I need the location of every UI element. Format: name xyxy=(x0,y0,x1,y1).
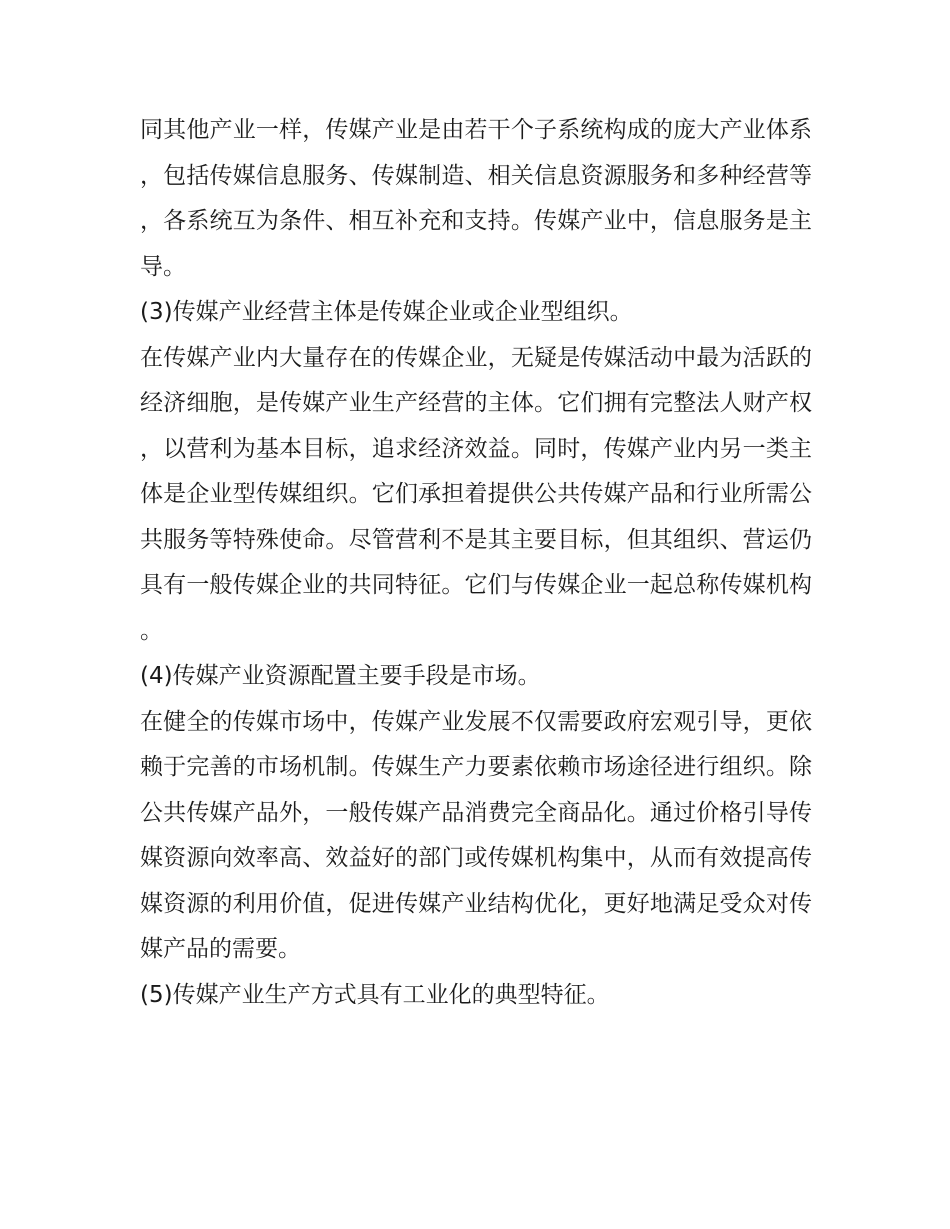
section-heading-3: (3)传媒产业经营主体是传媒企业或企业型组织。 xyxy=(140,299,633,325)
document-body xyxy=(140,108,812,1018)
paragraph-market-allocation: 在健全的传媒市场中，传媒产业发展不仅需要政府宏观引导，更依赖于完善的市场机制。传媒生产力要素依赖市场途径进行组织。除公共传媒产品外，一般传媒产品消费完全商品化。通过价格引导传媒资源向效率高、效益好的部门或传媒机构集中，从而有效提高传媒资源的利用价值，促进传媒产业结构优化，更好地满足受众对传媒产品的需要。 xyxy=(140,708,812,962)
paragraph-business-entities: 在传媒产业内大量存在的传媒企业，无疑是传媒活动中最为活跃的经济细胞，是传媒产业生产经营的主体。它们拥有完整法人财产权，以营利为基本目标，追求经济效益。同时，传媒产业内另一类主体是企业型传媒组织。它们承担着提供公共传媒产品和行业所需公共服务等特殊使命。尽管营利不是其主要目标，但其组织、营运仍具有一般传媒企业的共同特征。它们与传媒企业一起总称传媒机构。 xyxy=(140,344,812,644)
section-heading-5: (5)传媒产业生产方式具有工业化的典型特征。 xyxy=(140,981,610,1008)
section-heading-4: (4)传媒产业资源配置主要手段是市场。 xyxy=(140,663,541,689)
paragraph-industry-system: 同其他产业一样，传媒产业是由若干个子系统构成的庞大产业体系，包括传媒信息服务、传媒制造、相关信息资源服务和多种经营等，各系统互为条件、相互补充和支持。传媒产业中，信息服务是主导。 xyxy=(140,117,812,280)
